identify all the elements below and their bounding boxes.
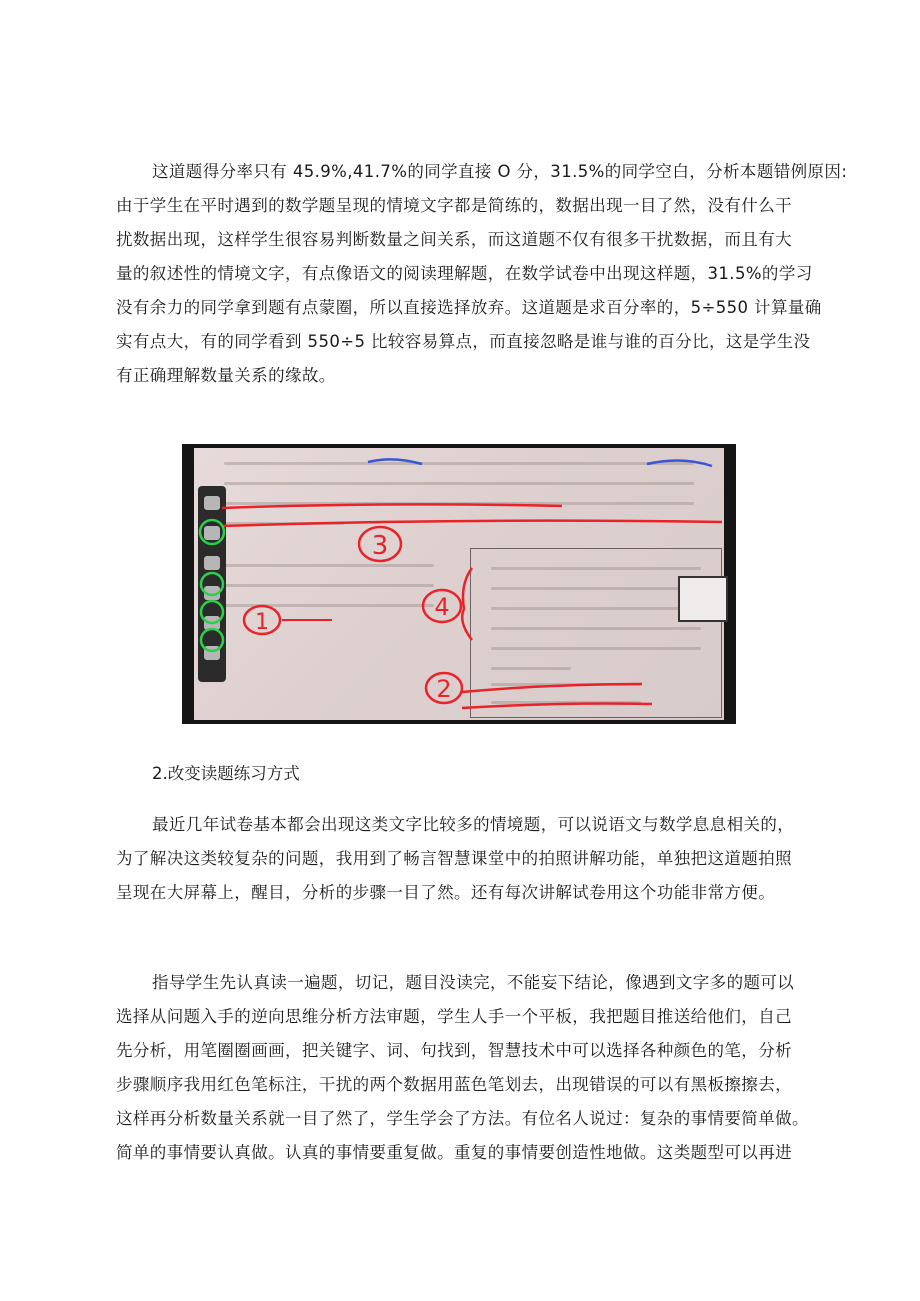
text-line: 有正确理解数量关系的缘故。 xyxy=(116,366,336,385)
text-line: 这样再分析数量关系就一目了然了，学生学会了方法。有位名人说过：复杂的事情要简单做。 xyxy=(116,1109,809,1128)
text-line: 步骤顺序我用红色笔标注，干扰的两个数据用蓝色笔划去，出现错误的可以有黑板擦擦去， xyxy=(116,1075,792,1094)
annotated-exam-photo xyxy=(182,444,736,724)
paragraph-error-analysis xyxy=(116,155,848,393)
annotation-number: 2 xyxy=(436,675,452,703)
text-line: 这道题得分率只有 45.9%,41.7%的同学直接 O 分，31.5%的同学空白，分析本题错例原因: xyxy=(152,162,848,181)
section-heading: 2.改变读题练习方式 xyxy=(152,764,300,783)
annotation-number: 3 xyxy=(371,531,389,561)
text-line: 呈现在大屏幕上，醒目，分析的步骤一目了然。还有每次讲解试卷用这个功能非常方便。 xyxy=(116,883,776,902)
red-brace-mark xyxy=(462,568,472,640)
green-highlight-circle xyxy=(201,629,223,651)
green-highlight-circle xyxy=(201,573,223,595)
text-line: 没有余力的同学拿到题有点蒙圈，所以直接选择放弃。这道题是求百分率的，5÷550 计算量确 xyxy=(116,298,822,317)
text-line: 量的叙述性的情境文字，有点像语文的阅读理解题，在数学试卷中出现这样题，31.5%的学习 xyxy=(116,264,813,283)
red-underline-mark xyxy=(462,704,652,709)
green-highlight-circle xyxy=(201,601,223,623)
text-line: 扰数据出现，这样学生很容易判断数量之间关系，而这道题不仅有很多干扰数据，而且有大 xyxy=(116,230,792,249)
blue-strike-mark xyxy=(647,460,712,466)
blue-strike-mark xyxy=(368,459,422,464)
text-line: 简单的事情要认真做。认真的事情要重复做。重复的事情要创造性地做。这类题型可以再进 xyxy=(116,1143,792,1162)
text-line: 先分析，用笔圈圈画画，把关键字、词、句找到，智慧技术中可以选择各种颜色的笔，分析 xyxy=(116,1041,792,1060)
text-line: 最近几年试卷基本都会出现这类文字比较多的情境题，可以说语文与数学息息相关的， xyxy=(152,815,795,834)
annotation-number: 1 xyxy=(255,610,269,635)
text-line: 实有点大，有的同学看到 550÷5 比较容易算点，而直接忽略是谁与谁的百分比，这是学生没 xyxy=(116,332,811,351)
paragraph-guidance xyxy=(116,966,816,1170)
text-line: 由于学生在平时遇到的数学题呈现的情境文字都是简练的，数据出现一目了然，没有什么干 xyxy=(116,196,792,215)
red-underline-mark xyxy=(222,521,722,526)
text-line: 为了解决这类较复杂的问题，我用到了畅言智慧课堂中的拍照讲解功能，单独把这道题拍照 xyxy=(116,849,792,868)
annotation-overlay xyxy=(182,444,736,724)
green-highlight-circle xyxy=(200,520,224,544)
text-line: 指导学生先认真读一遍题，切记，题目没读完，不能妄下结论，像遇到文字多的题可以 xyxy=(152,973,795,992)
paragraph-method-intro xyxy=(116,808,816,910)
text-line: 选择从问题入手的逆向思维分析方法审题，学生人手一个平板，我把题目推送给他们，自己 xyxy=(116,1007,792,1026)
red-underline-mark xyxy=(462,684,642,692)
annotation-number: 4 xyxy=(434,593,450,621)
red-underline-mark xyxy=(222,504,562,508)
